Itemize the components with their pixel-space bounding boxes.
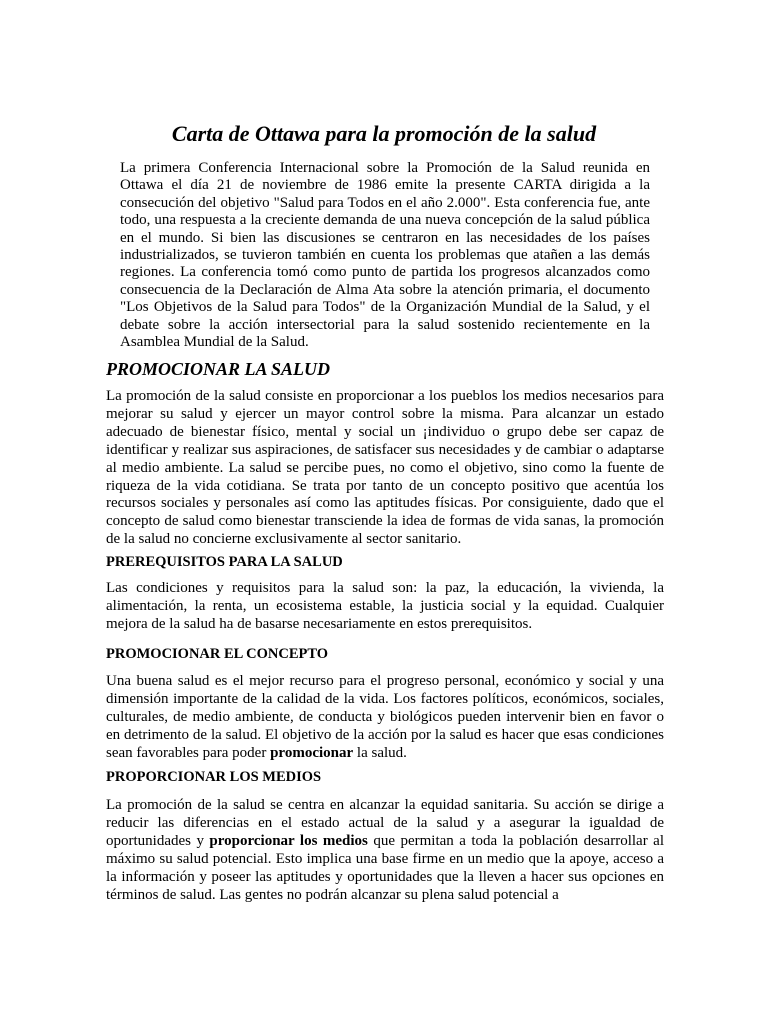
paragraph-text: la salud. bbox=[353, 744, 407, 761]
section-heading-promocionar-el-concepto: PROMOCIONAR EL CONCEPTO bbox=[106, 646, 329, 662]
emphasis-proporcionar-los-medios: proporcionar los medios bbox=[209, 832, 368, 849]
paragraph-text: Una buena salud es el mejor recurso para el progreso personal, económico y social y una dimensión importante de la calidad de la vida. Los factores políticos, económicos, sociales, culturales, de medio ambiente, de conducta y biológicos pueden intervenir bien en favor o en detrimento de la salud. El objetivo de la acción por la salud es hacer que esas condiciones sean favorables para poder bbox=[106, 673, 664, 761]
paragraph-text: La promoción de la salud se centra en alcanzar la equidad sanitaria. Su acción se dirige a reducir las diferencias en el estado actual de la salud y a asegurar la igualdad de oportunidades y bbox=[106, 797, 664, 849]
section-paragraph-proporcionar-los-medios bbox=[106, 797, 664, 904]
section-paragraph-prerequisitos: Las condiciones y requisitos para la salud son: la paz, la educación, la vivienda, la alimentación, la renta, un ecosistema estable, la justicia social y la equidad. Cualquier mejora de la salud ha de basarse necesariamente en estos prerequisitos. bbox=[106, 580, 664, 632]
paragraph-text: que permitan a toda la población desarrollar al máximo su salud potencial. Esto implica una base firme en un medio que la apoye, acceso a la información y poseer las aptitudes y oportunidades que la lleven a hacer sus opciones en términos de salud. Las gentes no podrán alcanzar su plena salud potencial a bbox=[106, 832, 664, 903]
intro-paragraph: La primera Conferencia Internacional sobre la Promoción de la Salud reunida en Ottawa el día 21 de noviembre de 1986 emite la presente CARTA dirigida a la consecución del objetivo "Salud para Todos en el año 2.000". Esta conferencia fue, ante todo, una respuesta a la creciente demanda de una nueva concepción de la salud pública en el mundo. Si bien las discusiones se centraron en las necesidades de los países industrializados, se tuvieron también en cuenta los problemas que atañen a las demás regiones. La conferencia tomó como punto de partida los progresos alcanzados como consecuencia de la Declaración de Alma Ata sobre la atención primaria, el documento "Los Objetivos de la Salud para Todos" de la Organización Mundial de la Salud, y el debate sobre la acción intersectorial para la salud sostenido recientemente en la Asamblea Mundial de la Salud. bbox=[120, 160, 650, 351]
emphasis-promocionar: promocionar bbox=[270, 744, 354, 761]
section-heading-prerequisitos: PREREQUISITOS PARA LA SALUD bbox=[106, 554, 343, 570]
section-paragraph-promocionar-la-salud: La promoción de la salud consiste en proporcionar a los pueblos los medios necesarios para mejorar su salud y ejercer un mayor control sobre la misma. Para alcanzar un estado adecuado de bienestar físico, mental y social un ¡individuo o grupo debe ser capaz de identificar y realizar sus aspiraciones, de satisfacer sus necesidades y de cambiar o adaptarse al medio ambiente. La salud se percibe pues, no como el objetivo, sino como la fuente de riqueza de la vida cotidiana. Se trata por tanto de un concepto positivo que acentúa los recursos sociales y personales así como las aptitudes físicas. Por consiguiente, dado que el concepto de salud como bienestar transciende la idea de formas de vida sanas, la promoción de la salud no concierne exclusivamente al sector sanitario. bbox=[106, 388, 664, 548]
section-heading-proporcionar-los-medios: PROPORCIONAR LOS MEDIOS bbox=[106, 769, 322, 785]
section-paragraph-promocionar-el-concepto bbox=[106, 673, 664, 763]
section-heading-promocionar-la-salud: PROMOCIONAR LA SALUD bbox=[106, 359, 331, 379]
document-title: Carta de Ottawa para la promoción de la salud bbox=[171, 121, 597, 146]
